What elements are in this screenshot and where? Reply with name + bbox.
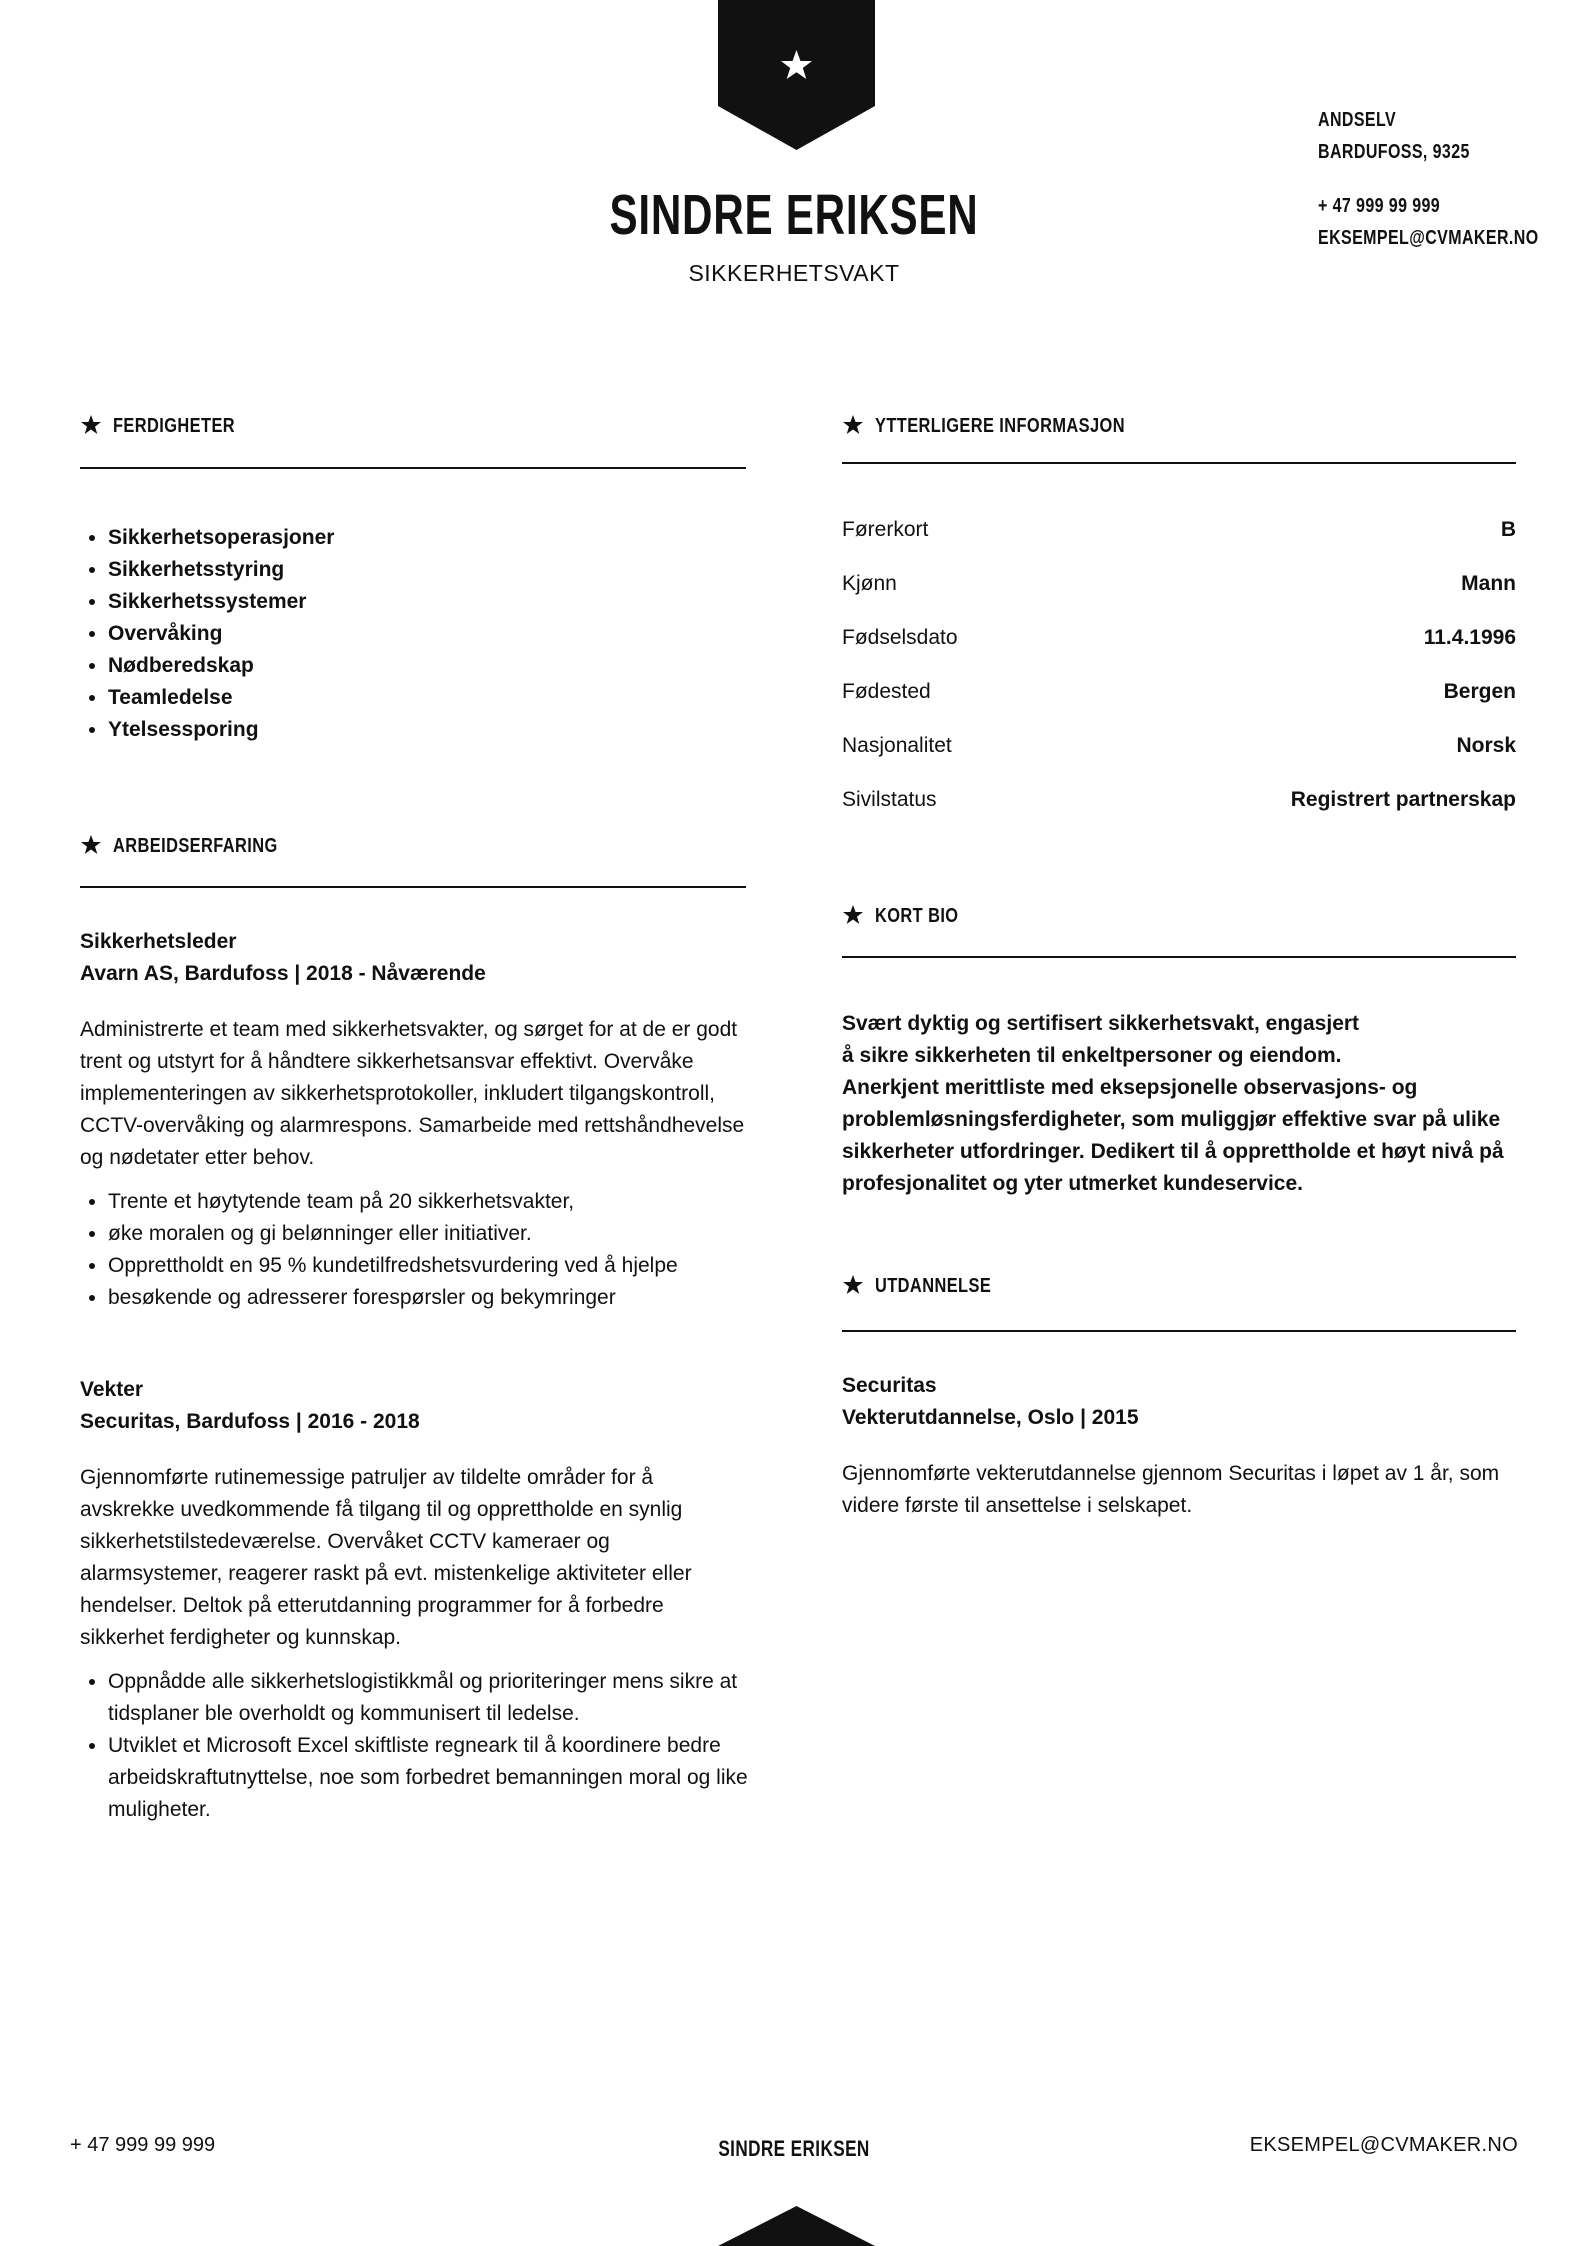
- list-item: • Utviklet et Microsoft Excel skiftliste regneark til å koordinere bedre arbeidskraftutnyttelse, noe som forbedret bemanningen moral og like muligheter.: [108, 1730, 750, 1826]
- section-divider: [842, 462, 1516, 464]
- info-label: Kjønn: [842, 572, 897, 595]
- info-label: Sivilstatus: [842, 788, 937, 811]
- section-label: ARBEIDSERFARING: [113, 835, 278, 857]
- education-school: Securitas: [842, 1374, 937, 1397]
- list-item: • Nødberedskap: [108, 650, 334, 682]
- section-info-heading: [842, 414, 1516, 454]
- info-row: [842, 784, 1516, 838]
- section-experience-heading: [80, 834, 746, 874]
- job-bullets: [80, 1666, 750, 1826]
- info-value: Bergen: [1443, 680, 1516, 703]
- section-education-heading: [842, 1274, 1516, 1314]
- job-role: Vekter: [80, 1378, 144, 1401]
- section-label: KORT BIO: [875, 905, 959, 927]
- header-ribbon-badge: [718, 0, 875, 150]
- job-description: Administrerte et team med sikkerhetsvakter, og sørget for at de er godt trent og utstyrt for å håndtere sikkerhetsansvar effektivt. Overvåke implementeringen av sikkerhetsprotokoller, inkludert tilgangskontroll, CCTV-overvåking og alarmrespons. Samarbeide med rettshåndhevelse og nødetater etter behov.: [80, 1018, 745, 1169]
- bio-line: å sikre sikkerheten til enkeltpersoner og eiendom.: [842, 1044, 1342, 1067]
- star-icon: [80, 834, 102, 856]
- list-item: • Sikkerhetsstyring: [108, 554, 334, 586]
- bio-line: Svært dyktig og sertifisert sikkerhetsvakt, engasjert: [842, 1012, 1360, 1035]
- job-description: Gjennomførte rutinemessige patruljer av tildelte områder for å avskrekke uvedkommende få tilgang til og opprettholde en synlig sikkerhetstilstedeværelse. Overvåket CCTV kameraer og alarmsystemer, reagerer raskt på evt. mistenkelige aktiviteter eller hendelser. Deltok på etterutdanning programmer for å forbedre sikkerhet ferdigheter og kunnskap.: [80, 1466, 692, 1649]
- info-row: [842, 622, 1516, 676]
- info-value: Registrert partnerskap: [1290, 788, 1516, 811]
- footer-email: EKSEMPEL@CVMAKER.NO: [1249, 2134, 1518, 2156]
- section-bio-heading: [842, 904, 1516, 944]
- info-value: B: [1500, 518, 1516, 541]
- phone: + 47 999 99 999: [1318, 195, 1441, 217]
- job-role: Sikkerhetsleder: [80, 930, 237, 953]
- info-row: [842, 514, 1516, 568]
- experience-entry: [80, 926, 750, 1314]
- info-row: [842, 730, 1516, 784]
- education-entry: [842, 1370, 1516, 1522]
- bio-text: [842, 1008, 1516, 1200]
- section-divider: [80, 886, 746, 888]
- section-skills-heading: [80, 414, 746, 454]
- skills-list: [108, 522, 334, 746]
- info-value: Mann: [1461, 572, 1516, 595]
- star-icon: [842, 414, 864, 436]
- section-label: FERDIGHETER: [113, 415, 236, 437]
- bio-line: Anerkjent merittliste med eksepsjonelle observasjons- og problemløsningsferdigheter, som muliggjør effektive svar på ulike sikkerheter utfordringer. Dedikert til å opprettholde et høyt nivå på profesjonalitet og yter utmerket kundeservice.: [842, 1076, 1504, 1195]
- section-label: YTTERLIGERE INFORMASJON: [875, 415, 1125, 437]
- list-item: • Teamledelse: [108, 682, 334, 714]
- education-description: Gjennomførte vekterutdannelse gjennom Securitas i løpet av 1 år, som videre første til ansettelse i selskapet.: [842, 1462, 1500, 1517]
- star-icon: [80, 414, 102, 436]
- section-divider: [842, 1330, 1516, 1332]
- job-company: Avarn AS, Bardufoss | 2018 - Nåværende: [80, 962, 486, 985]
- address-line-2: BARDUFOSS, 9325: [1318, 141, 1470, 163]
- info-row: [842, 676, 1516, 730]
- candidate-name: SINDRE ERIKSEN: [609, 183, 979, 247]
- job-title: SIKKERHETSVAKT: [688, 260, 900, 286]
- star-icon: [842, 904, 864, 926]
- list-item: • Opprettholdt en 95 % kundetilfredshetsvurdering ved å hjelpe: [108, 1250, 750, 1282]
- info-value: 11.4.1996: [1423, 626, 1516, 649]
- list-item: • Overvåking: [108, 618, 334, 650]
- list-item: • Sikkerhetssystemer: [108, 586, 334, 618]
- list-item: • besøkende og adresserer forespørsler og bekymringer: [108, 1282, 750, 1314]
- info-label: Fødested: [842, 680, 931, 703]
- section-divider: [842, 956, 1516, 958]
- info-label: Førerkort: [842, 518, 929, 541]
- list-item: • Ytelsessporing: [108, 714, 334, 746]
- job-bullets: [80, 1186, 750, 1314]
- list-item: • Trente et høytytende team på 20 sikkerhetsvakter,: [108, 1186, 750, 1218]
- info-label: Nasjonalitet: [842, 734, 952, 757]
- section-divider: [80, 467, 746, 469]
- email: EKSEMPEL@CVMAKER.NO: [1318, 227, 1539, 249]
- info-table: [842, 514, 1516, 838]
- info-label: Fødselsdato: [842, 626, 958, 649]
- list-item: • Sikkerhetsoperasjoner: [108, 522, 334, 554]
- address-line-1: ANDSELV: [1318, 109, 1397, 131]
- list-item: • øke moralen og gi belønninger eller initiativer.: [108, 1218, 750, 1250]
- job-company: Securitas, Bardufoss | 2016 - 2018: [80, 1410, 420, 1433]
- list-item: • Oppnådde alle sikkerhetslogistikkmål og prioriteringer mens sikre at tidsplaner ble overholdt og kommunisert til ledelse.: [108, 1666, 750, 1730]
- info-value: Norsk: [1456, 734, 1516, 757]
- footer-ribbon-badge: [718, 2206, 875, 2246]
- star-icon: [842, 1274, 864, 1296]
- experience-entry: [80, 1374, 750, 1826]
- info-row: [842, 568, 1516, 622]
- contact-block: [1318, 104, 1558, 254]
- education-detail: Vekterutdannelse, Oslo | 2015: [842, 1406, 1139, 1429]
- footer-phone: + 47 999 99 999: [70, 2134, 216, 2156]
- footer-name-text: SINDRE ERIKSEN: [718, 2136, 870, 2161]
- section-label: UTDANNELSE: [875, 1275, 992, 1297]
